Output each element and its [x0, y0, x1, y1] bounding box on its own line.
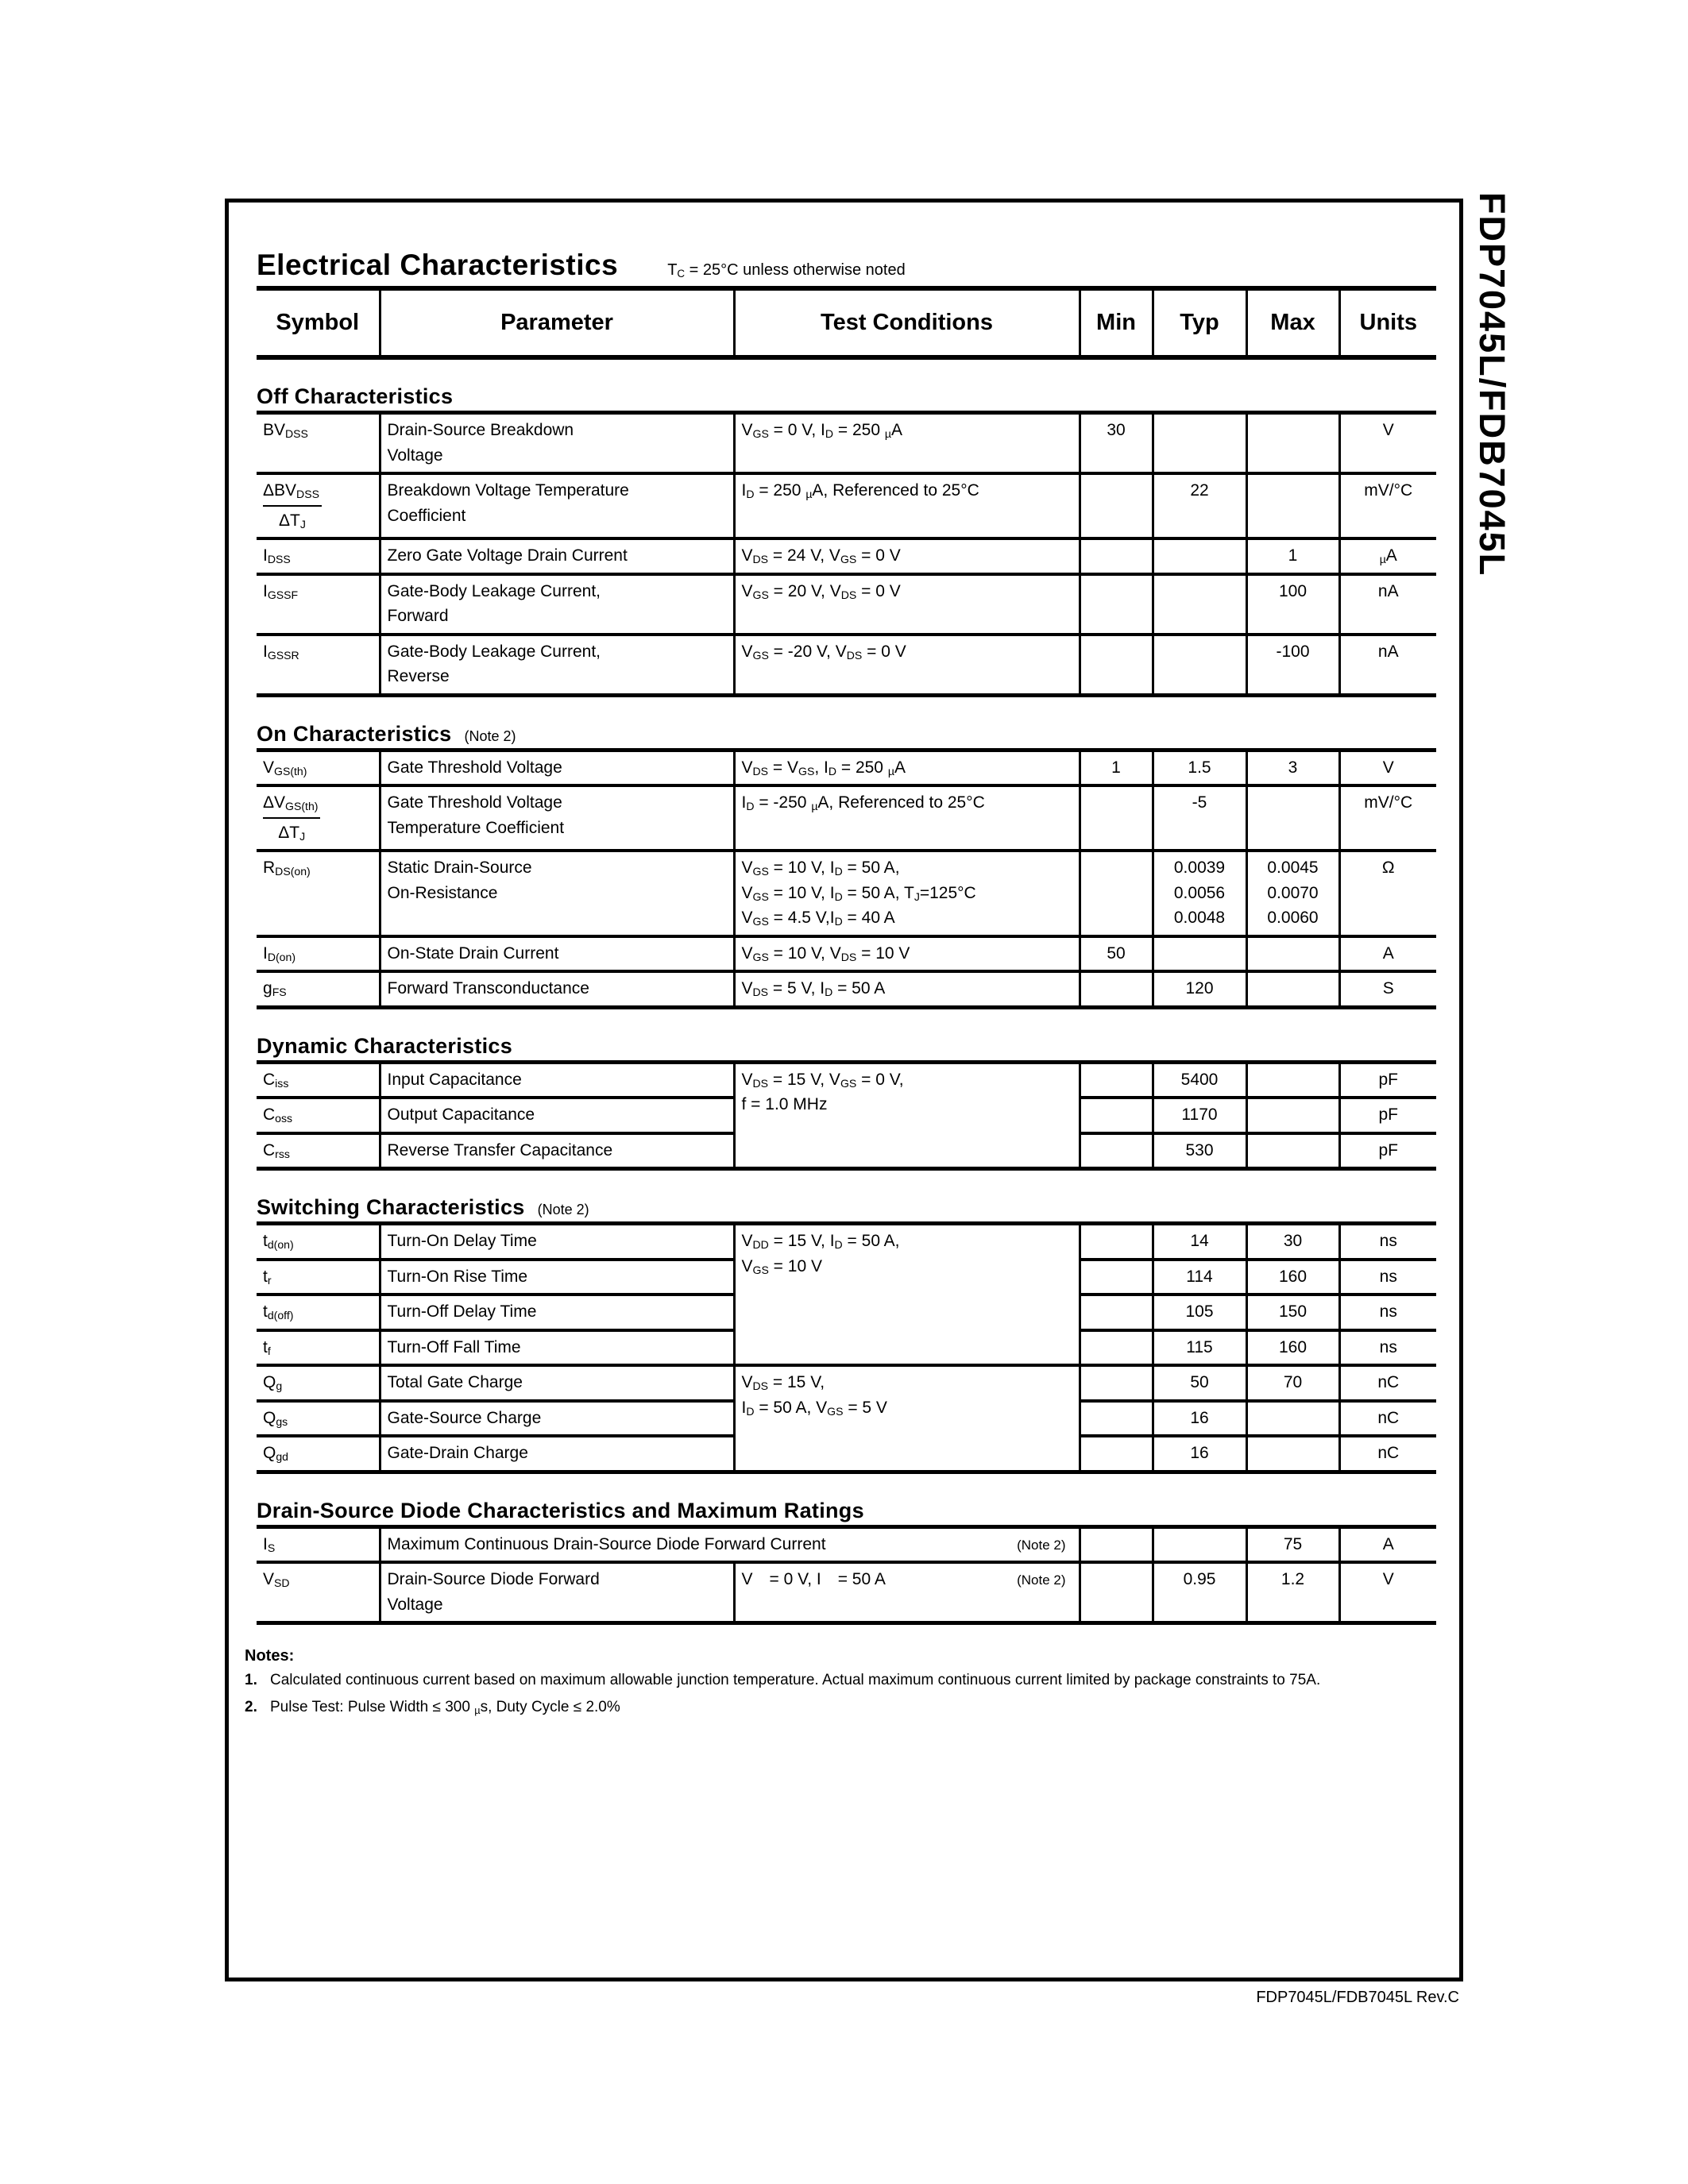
typ-cell: 16: [1153, 1401, 1246, 1437]
section-heading-row: [257, 722, 1436, 747]
max-cell: 150: [1246, 1295, 1339, 1330]
section-heading: Off Characteristics: [257, 384, 454, 408]
units-cell: V: [1339, 413, 1436, 474]
max-cell: 0.0045 0.0070 0.0060: [1246, 851, 1339, 936]
conditions-cell: $V_{DS} = 24$ V, $V_{GS} = 0$ V: [734, 538, 1080, 574]
max-cell: [1246, 1133, 1339, 1169]
min-cell: [1080, 851, 1153, 936]
min-cell: [1080, 1062, 1153, 1098]
units-cell: ns: [1339, 1260, 1436, 1295]
typ-cell: 0.95: [1153, 1562, 1246, 1623]
units-cell: $_\mu$A: [1339, 538, 1436, 574]
note-2-text: Pulse Test: Pulse Width ≤ 300 $_\mu$s, Duty Cycle ≤ 2.0%: [270, 1698, 620, 1716]
parameter-cell: Turn-Off Delay Time: [380, 1295, 734, 1330]
symbol-cell: $V_{SD}$: [257, 1562, 380, 1623]
parameter-cell: Maximum Continuous Drain-Source Diode Forward Current (Note 2): [380, 1526, 1080, 1562]
column-header-max: Max: [1246, 291, 1339, 357]
section-heading: On Characteristics: [257, 721, 452, 746]
typ-cell: 16: [1153, 1436, 1246, 1472]
parameter-cell: Turn-On Delay Time: [380, 1224, 734, 1260]
typ-cell: 14: [1153, 1224, 1246, 1260]
parameter-cell: Gate-Body Leakage Current, Forward: [380, 574, 734, 635]
typ-cell: 50: [1153, 1365, 1246, 1401]
units-cell: nC: [1339, 1401, 1436, 1437]
units-cell: A: [1339, 936, 1436, 972]
symbol-cell: $I_{GSSR}$: [257, 635, 380, 696]
table-row: [257, 1224, 1436, 1260]
table-row: [257, 635, 1436, 696]
column-header-min: Min: [1080, 291, 1153, 357]
conditions-cell: $I_D = -250$ $_\mu$A, Referenced to 25°C: [734, 785, 1080, 851]
symbol-cell: $Q_g$: [257, 1365, 380, 1401]
min-cell: [1080, 473, 1153, 538]
max-cell: [1246, 971, 1339, 1007]
min-cell: [1080, 1260, 1153, 1295]
note-reference: (Note 2): [1017, 1572, 1066, 1588]
section-off: [257, 384, 1436, 697]
typ-cell: [1153, 936, 1246, 972]
units-cell: Ω: [1339, 851, 1436, 936]
typ-cell: 530: [1153, 1133, 1246, 1169]
units-cell: S: [1339, 971, 1436, 1007]
typ-cell: [1153, 635, 1246, 696]
parameter-cell: Gate-Drain Charge: [380, 1436, 734, 1472]
units-cell: V: [1339, 750, 1436, 785]
max-cell: [1246, 936, 1339, 972]
min-cell: [1080, 971, 1153, 1007]
min-cell: [1080, 1526, 1153, 1562]
page-border-frame: [225, 199, 1463, 1981]
conditions-cell: $V_{DS} = V_{GS}$, $I_D = 250$ $_\mu$A: [734, 750, 1080, 785]
symbol-cell: $t_{d(on)}$: [263, 1232, 294, 1252]
max-cell: [1246, 1401, 1339, 1437]
parameter-cell: Zero Gate Voltage Drain Current: [380, 538, 734, 574]
conditions-cell: $V_{GS} = 20$ V, $V_{DS} = 0$ V: [734, 574, 1080, 635]
note-reference: (Note 2): [1017, 1537, 1066, 1553]
max-cell: [1246, 785, 1339, 851]
max-cell: [1246, 1062, 1339, 1098]
conditions-cell: V = 0 V, I = 50 A (Note 2): [734, 1562, 1080, 1623]
column-header-units: Units: [1339, 291, 1436, 357]
conditions-cell: $I_D = 250$ $_\mu$A, Referenced to 25°C: [734, 473, 1080, 538]
section-heading-row: [257, 1499, 1436, 1523]
symbol-cell: $\frac{\Delta V_{GS(th)}}{\Delta T_J}$: [257, 785, 380, 851]
section-heading-row: [257, 1195, 1436, 1220]
column-header-parameter: Parameter: [380, 291, 734, 357]
units-cell: nC: [1339, 1365, 1436, 1401]
parameter-cell: Input Capacitance: [380, 1062, 734, 1098]
header-row: [257, 291, 1436, 357]
section-heading: Switching Characteristics: [257, 1195, 525, 1219]
max-cell: 160: [1246, 1260, 1339, 1295]
table-row: [257, 1526, 1436, 1562]
min-cell: [1080, 1401, 1153, 1437]
typ-cell: 1.5: [1153, 750, 1246, 785]
max-cell: [1246, 1098, 1339, 1133]
symbol-cell: $Q_{gs}$: [257, 1401, 380, 1437]
max-cell: 160: [1246, 1330, 1339, 1366]
min-cell: [1080, 785, 1153, 851]
max-cell: 1.2: [1246, 1562, 1339, 1623]
parameter-cell: Turn-On Rise Time: [380, 1260, 734, 1295]
table-row: [257, 538, 1436, 574]
table-row: [257, 413, 1436, 474]
conditions-cell: $V_{GS} = -20$ V, $V_{DS} = 0$ V: [734, 635, 1080, 696]
parameter-cell: Drain-Source Breakdown Voltage: [380, 413, 734, 474]
symbol-cell: $\frac{\Delta BV_{DSS}}{\Delta T_J}$: [257, 473, 380, 538]
column-header-test-conditions: Test Conditions: [734, 291, 1080, 357]
max-cell: [1246, 1436, 1339, 1472]
max-cell: -100: [1246, 635, 1339, 696]
typ-cell: [1153, 574, 1246, 635]
spec-header-table: [257, 291, 1436, 360]
note-1-number: 1.: [245, 1672, 257, 1688]
typ-cell: [1153, 1526, 1246, 1562]
page-title: Electrical Characteristics: [257, 249, 619, 281]
conditions-cell: $V_{GS} = 10$ V, $V_{DS} = 10$ V: [734, 936, 1080, 972]
conditions-cell: $V_{GS} = 10$ V, $I_D = 50$ A, $V_{GS} = 10$ V, $I_D = 50$ A, $T_J=125^\circ C$ $V_{GS} = 4.5$ $V,I_D = 40$ A: [734, 851, 1080, 936]
section-switching: [257, 1195, 1436, 1474]
units-cell: nA: [1339, 574, 1436, 635]
symbol-cell: $C_{rss}$: [257, 1133, 380, 1169]
units-cell: A: [1339, 1526, 1436, 1562]
section-table-dynamic: [257, 1060, 1436, 1171]
units-cell: pF: [1339, 1062, 1436, 1098]
typ-cell: 0.0039 0.0056 0.0048: [1153, 851, 1246, 936]
min-cell: [1080, 1365, 1153, 1401]
max-cell: 30: [1246, 1224, 1339, 1260]
title-row: [257, 249, 1436, 291]
parameter-cell: Drain-Source Diode Forward Voltage: [380, 1562, 734, 1623]
conditions-cell: $V_{DD} = 15$ V, $I_D = 50$ A, $V_{GS} = 10$ V: [734, 1224, 1080, 1366]
title-condition-note: $T_C = 25^\circ C$ unless otherwise noted: [667, 261, 906, 280]
table-row: [257, 851, 1436, 936]
units-cell: V: [1339, 1562, 1436, 1623]
section-dynamic: [257, 1034, 1436, 1171]
table-row: [257, 750, 1436, 785]
units-cell: pF: [1339, 1098, 1436, 1133]
symbol-cell: $C_{iss}$: [263, 1070, 289, 1090]
section-table-diode: [257, 1525, 1436, 1626]
table-row: [257, 473, 1436, 538]
min-cell: [1080, 538, 1153, 574]
symbol-cell: $I_S$: [263, 1534, 276, 1554]
symbol-cell: $Q_{gd}$: [257, 1436, 380, 1472]
typ-cell: 1170: [1153, 1098, 1246, 1133]
units-cell: mV/°C: [1339, 785, 1436, 851]
table-row: [257, 1562, 1436, 1623]
table-row: [257, 1062, 1436, 1098]
min-cell: 50: [1080, 936, 1153, 972]
parameter-cell: Gate Threshold Voltage Temperature Coefficient: [380, 785, 734, 851]
section-heading-row: [257, 384, 1436, 409]
typ-cell: 120: [1153, 971, 1246, 1007]
units-cell: ns: [1339, 1224, 1436, 1260]
section-heading: Dynamic Characteristics: [257, 1033, 513, 1058]
units-cell: ns: [1339, 1295, 1436, 1330]
parameter-cell: Gate Threshold Voltage: [380, 750, 734, 785]
symbol-cell: $BV_{DSS}$: [263, 421, 308, 441]
typ-cell: -5: [1153, 785, 1246, 851]
parameter-cell: Output Capacitance: [380, 1098, 734, 1133]
symbol-cell: $t_r$: [257, 1260, 380, 1295]
column-header-typ: Typ: [1153, 291, 1246, 357]
symbol-cell: $V_{GS(th)}$: [263, 758, 307, 778]
table-row: [257, 936, 1436, 972]
parameter-cell: Forward Transconductance: [380, 971, 734, 1007]
parameter-cell: On-State Drain Current: [380, 936, 734, 972]
min-cell: [1080, 574, 1153, 635]
section-table-off: [257, 411, 1436, 697]
conditions-cell: $V_{GS} = 0$ V, $I_D = 250$ $_\mu$A: [734, 413, 1080, 474]
sections: [257, 384, 1436, 1625]
notes: [245, 1647, 1436, 1719]
symbol-cell: $R_{DS(on)}$: [257, 851, 380, 936]
min-cell: [1080, 635, 1153, 696]
conditions-cell: $V_{DS} = 5$ V, $I_D = 50$ A: [734, 971, 1080, 1007]
conditions-cell: $V_{DS} = 15$ V, $V_{GS} = 0$ V, f = 1.0 MHz: [734, 1062, 1080, 1169]
max-cell: 3: [1246, 750, 1339, 785]
min-cell: [1080, 1295, 1153, 1330]
max-cell: 1: [1246, 538, 1339, 574]
parameter-cell: Static Drain-Source On-Resistance: [380, 851, 734, 936]
min-cell: [1080, 1330, 1153, 1366]
conditions-cell: $V_{DS} = 15$ V, $I_D = 50$ A, $V_{GS} = 5$ V: [734, 1365, 1080, 1472]
section-diode: [257, 1499, 1436, 1626]
table-row: [257, 785, 1436, 851]
max-cell: 75: [1246, 1526, 1339, 1562]
symbol-cell: $I_{DSS}$: [257, 538, 380, 574]
typ-cell: [1153, 413, 1246, 474]
sidebar-part-number: FDP7045L/FDB7045L: [1472, 192, 1512, 577]
parameter-cell: Turn-Off Fall Time: [380, 1330, 734, 1366]
typ-cell: 5400: [1153, 1062, 1246, 1098]
note-1-text: Calculated continuous current based on maximum allowable junction temperature. Actual maximum continuous current limited by package constraints to 75A.: [270, 1672, 1321, 1688]
notes-heading: Notes:: [245, 1647, 295, 1665]
note-2: [245, 1696, 1436, 1719]
table-row: [257, 1365, 1436, 1401]
min-cell: [1080, 1436, 1153, 1472]
min-cell: [1080, 1224, 1153, 1260]
units-cell: mV/°C: [1339, 473, 1436, 538]
page-content: [245, 203, 1436, 1719]
min-cell: [1080, 1133, 1153, 1169]
section-heading-note: (Note 2): [537, 1202, 589, 1217]
symbol-cell: $t_{d(off)}$: [257, 1295, 380, 1330]
typ-cell: 114: [1153, 1260, 1246, 1295]
table-row: [257, 971, 1436, 1007]
section-heading: Drain-Source Diode Characteristics and Maximum Ratings: [257, 1498, 864, 1522]
typ-cell: 105: [1153, 1295, 1246, 1330]
units-cell: pF: [1339, 1133, 1436, 1169]
section-heading-note: (Note 2): [464, 727, 516, 744]
max-cell: [1246, 413, 1339, 474]
max-cell: 100: [1246, 574, 1339, 635]
units-cell: nC: [1339, 1436, 1436, 1472]
typ-cell: 115: [1153, 1330, 1246, 1366]
units-cell: ns: [1339, 1330, 1436, 1366]
symbol-cell: $g_{FS}$: [257, 971, 380, 1007]
min-cell: 1: [1080, 750, 1153, 785]
symbol-cell: $I_{GSSF}$: [257, 574, 380, 635]
min-cell: [1080, 1098, 1153, 1133]
symbol-cell: $t_f$: [257, 1330, 380, 1366]
parameter-cell: Breakdown Voltage Temperature Coefficient: [380, 473, 734, 538]
min-cell: [1080, 1562, 1153, 1623]
typ-cell: 22: [1153, 473, 1246, 538]
parameter-cell: Gate-Body Leakage Current, Reverse: [380, 635, 734, 696]
max-cell: [1246, 473, 1339, 538]
symbol-cell: $C_{oss}$: [257, 1098, 380, 1133]
section-on: [257, 722, 1436, 1009]
footer-revision: FDP7045L/FDB7045L Rev.C: [1256, 1989, 1459, 2006]
symbol-cell: $I_{D(on)}$: [257, 936, 380, 972]
section-table-switching: [257, 1221, 1436, 1474]
min-cell: 30: [1080, 413, 1153, 474]
units-cell: nA: [1339, 635, 1436, 696]
max-cell: 70: [1246, 1365, 1339, 1401]
parameter-cell: Reverse Transfer Capacitance: [380, 1133, 734, 1169]
note-2-number: 2.: [245, 1698, 257, 1715]
parameter-cell: Gate-Source Charge: [380, 1401, 734, 1437]
section-table-on: [257, 748, 1436, 1009]
section-heading-row: [257, 1034, 1436, 1059]
table-row: [257, 574, 1436, 635]
column-header-symbol: Symbol: [276, 310, 360, 335]
typ-cell: [1153, 538, 1246, 574]
parameter-cell: Total Gate Charge: [380, 1365, 734, 1401]
note-1: [245, 1669, 1436, 1692]
